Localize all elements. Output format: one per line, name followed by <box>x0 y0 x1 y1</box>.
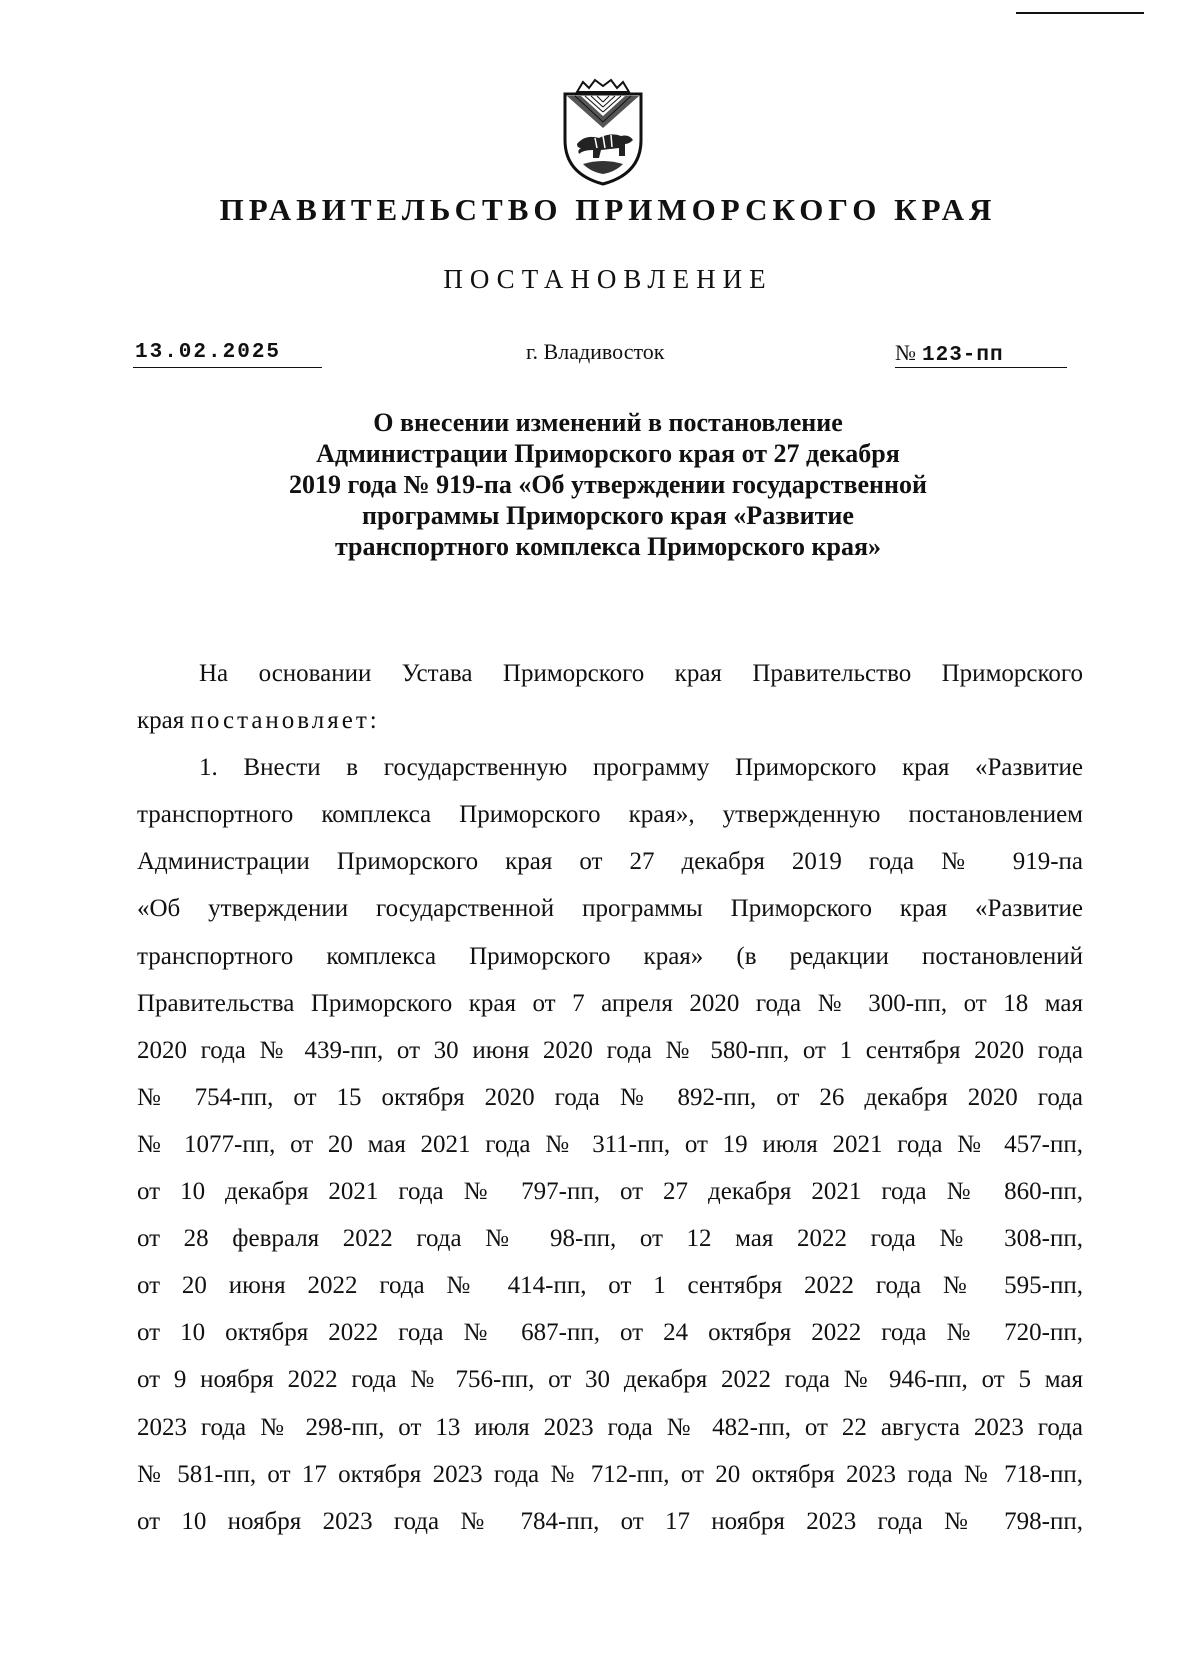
point-line: Правительства Приморского края от 7 апреля 2020 года № 300-пп, от 18 мая <box>137 989 1083 1017</box>
document-number <box>895 341 1067 368</box>
government-title: ПРАВИТЕЛЬСТВО ПРИМОРСКОГО КРАЯ <box>219 192 997 227</box>
preamble-line: На основании Устава Приморского края Правительство Приморского <box>199 660 1083 687</box>
point-line: от 28 февраля 2022 года № 98-пп, от 12 мая 2022 года № 308-пп, <box>137 1225 1083 1253</box>
heading-line: О внесении изменений в постановление <box>373 408 843 437</box>
point-line: 2020 года № 439-пп, от 30 июня 2020 года № 580-пп, от 1 сентября 2020 года <box>137 1036 1083 1064</box>
document-type: ПОСТАНОВЛЕНИЕ <box>443 264 773 294</box>
point-line: транспортного комплекса Приморского края» (в редакции постановлений <box>137 942 1083 970</box>
number-sign: № <box>895 340 916 365</box>
point-line: 2023 года № 298-пп, от 13 июля 2023 года № 482-пп, от 22 августа 2023 года <box>137 1413 1083 1441</box>
point-line: № 1077-пп, от 20 мая 2021 года № 311-пп, от 19 июля 2021 года № 457-пп, <box>137 1130 1083 1158</box>
heading-line: Администрации Приморского края от 27 декабря <box>316 439 900 468</box>
heading-line: 2019 года № 919-па «Об утверждении государственной <box>288 470 927 499</box>
resolves-word: постановляет: <box>190 707 380 735</box>
document-city: г. Владивосток <box>526 339 665 364</box>
point-line: от 10 октября 2022 года № 687-пп, от 24 октября 2022 года № 720-пп, <box>137 1319 1083 1347</box>
preamble-text: края <box>137 707 185 735</box>
heading-line: транспортного комплекса Приморского края» <box>334 532 882 561</box>
document-heading <box>0 407 1200 562</box>
point-line: от 20 июня 2022 года № 414-пп, от 1 сентября 2022 года № 595-пп, <box>137 1272 1083 1300</box>
point-line: № 581-пп, от 17 октября 2023 года № 712-пп, от 20 октября 2023 года № 718-пп, <box>137 1460 1083 1488</box>
top-corner-rule <box>1016 12 1144 14</box>
point-line: «Об утверждении государственной программы Приморского края «Развитие <box>137 895 1083 923</box>
point-line: транспортного комплекса Приморского края», утвержденную постановлением <box>137 801 1083 829</box>
coat-of-arms-emblem-icon <box>555 78 651 186</box>
heading-line: программы Приморского края «Развитие <box>362 501 854 530</box>
point-line: от 10 декабря 2021 года № 797-пп, от 27 декабря 2021 года № 860-пп, <box>137 1178 1083 1206</box>
point-line: Администрации Приморского края от 27 декабря 2019 года № 919-па <box>137 848 1083 876</box>
document-date: 13.02.2025 <box>133 341 322 368</box>
document-body <box>137 650 1083 1545</box>
point-line: 1. Внести в государственную программу Приморского края «Развитие <box>199 754 1083 782</box>
point-line: от 10 ноября 2023 года № 784-пп, от 17 ноября 2023 года № 798-пп, <box>137 1507 1083 1535</box>
preamble-line <box>137 697 1083 744</box>
point-line: от 9 ноября 2022 года № 756-пп, от 30 декабря 2022 года № 946-пп, от 5 мая <box>137 1366 1083 1394</box>
point-line: № 754-пп, от 15 октября 2020 года № 892-пп, от 26 декабря 2020 года <box>137 1083 1083 1111</box>
number-value: 123-пп <box>922 344 1004 367</box>
